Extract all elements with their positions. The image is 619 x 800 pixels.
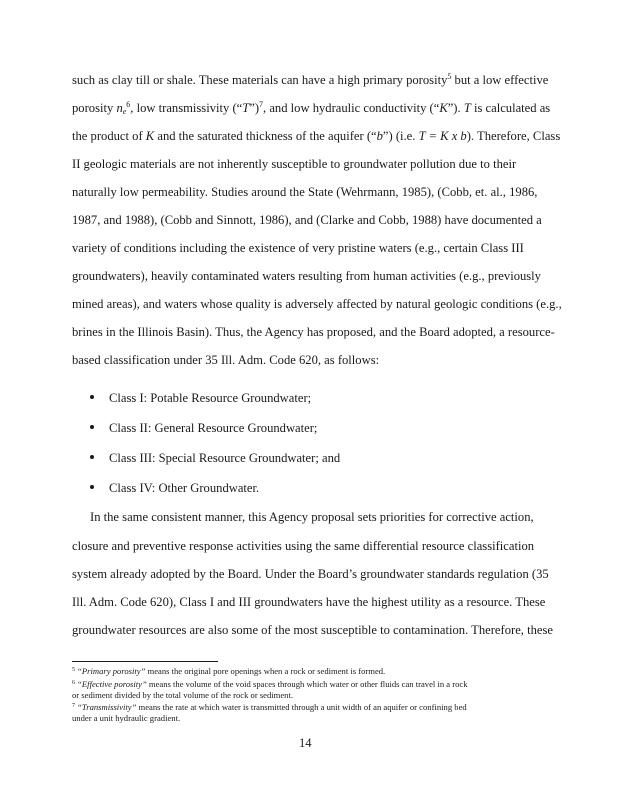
body-line-9: mined areas), and waters whose quality is adversely affected by natural geologic conditions (e.g., — [72, 297, 562, 311]
body-line-6: 1987, and 1988), (Cobb and Sinnott, 1986), and (Clarke and Cobb, 1988) have documented a — [72, 213, 542, 227]
body-line-5: naturally low permeability. Studies around the State (Wehrmann, 1985), (Cobb, et. al., 1986, — [72, 185, 538, 199]
body-line-7: variety of conditions including the existence of very pristine waters (e.g., certain Class III — [72, 241, 524, 255]
body-line-1: such as clay till or shale. These materials can have a high primary porosity$^5$ but a low effective — [72, 72, 549, 87]
bullet-item: Class I: Potable Resource Groundwater; — [90, 391, 311, 405]
bullet-icon — [90, 455, 94, 459]
bullet-icon — [90, 485, 94, 489]
footnote-6-cont: or sediment divided by the total volume of the rock or sediment. — [72, 690, 293, 700]
para2-line-2: closure and preventive response activities using the same differential resource classification — [72, 539, 535, 553]
bullet-item: Class IV: Other Groundwater. — [90, 481, 259, 495]
footnote-7: $^7$ “Transmissivity” means the rate at which water is transmitted through a unit width of an aquifer or confining bed — [72, 702, 467, 712]
bullet-item: Class III: Special Resource Groundwater; and — [90, 451, 340, 465]
para2-line-5: groundwater resources are also some of the most susceptible to contamination. Therefore, these — [72, 623, 553, 637]
para2-line-3: system already adopted by the Board. Under the Board’s groundwater standards regulation (35 — [72, 567, 549, 581]
bullet-icon — [90, 425, 94, 429]
body-line-2: porosity $n_e^6$, low transmissivity (“T”)$^7$, and low hydraulic conductivity (“K”). T is calculated as — [72, 100, 551, 116]
footnote-5: $^5$ “Primary porosity” means the original pore openings when a rock or sediment is formed. — [72, 666, 386, 676]
para2-line-1: In the same consistent manner, this Agency proposal sets priorities for corrective action, — [90, 510, 534, 524]
body-line-11: based classification under 35 Ill. Adm. Code 620, as follows: — [72, 353, 380, 367]
footnote-6: $^6$ “Effective porosity” means the volume of the void spaces through which water or other fluids can travel in a rock — [72, 679, 468, 689]
footnote-7-cont: under a unit hydraulic gradient. — [72, 713, 181, 723]
bullet-icon — [90, 395, 94, 399]
bullet-item: Class II: General Resource Groundwater; — [90, 421, 317, 435]
footnote-divider — [72, 661, 218, 662]
body-line-10: brines in the Illinois Basin). Thus, the Agency has proposed, and the Board adopted, a resource- — [72, 325, 555, 339]
body-line-4: II geologic materials are not inherently susceptible to groundwater pollution due to their — [72, 157, 517, 171]
para2-line-4: Ill. Adm. Code 620), Class I and III groundwaters have the highest utility as a resource. These — [72, 595, 546, 609]
page-number: 14 — [299, 736, 312, 750]
body-line-3: the product of K and the saturated thickness of the aquifer (“b”) (i.e. T = K x b). Therefore, Class — [72, 129, 561, 143]
body-line-8: groundwaters), heavily contaminated waters resulting from human activities (e.g., previously — [72, 269, 541, 283]
